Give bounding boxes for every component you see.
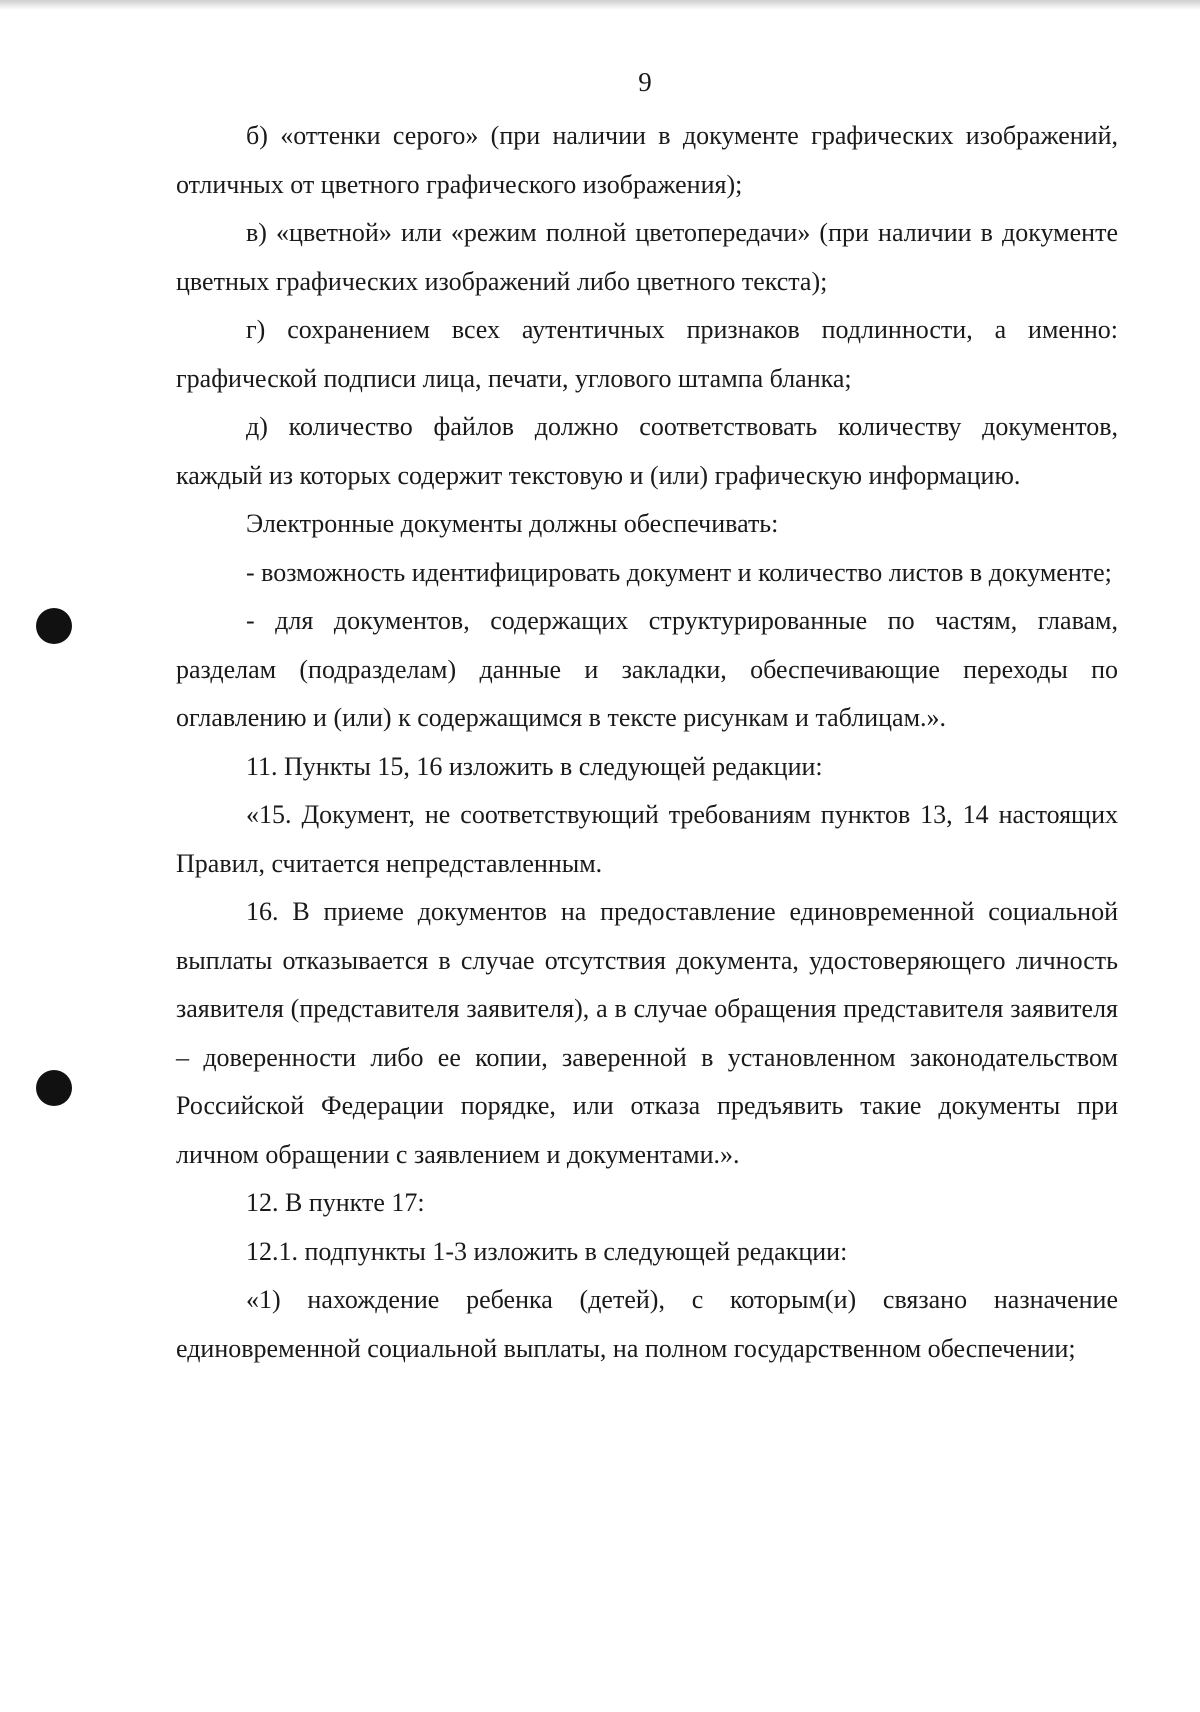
paragraph-item-d: д) количество файлов должно соответствовать количеству документов, каждый из которых содержит текстовую и (или) графическую информацию.: [176, 412, 1118, 490]
punch-hole-mark: [36, 1070, 72, 1106]
paragraph-item-b: б) «оттенки серого» (при наличии в документе графических изображений, отличных от цветного графического изображения);: [176, 121, 1118, 199]
paragraph-point-12-1: 12.1. подпункты 1-3 изложить в следующей редакции:: [246, 1236, 848, 1266]
paragraph-structured-docs: - для документов, содержащих структурированные по частям, главам, разделам (подразделам) данные и закладки, обеспечивающие переходы по оглавлению и (или) к содержащимся в тексте рисункам и таблицам.».: [176, 606, 1118, 732]
paragraph-item-g: г) сохранением всех аутентичных признаков подлинности, а именно: графической подписи лица, печати, углового штампа бланка;: [176, 315, 1118, 393]
paragraph-item-v: в) «цветной» или «режим полной цветопередачи» (при наличии в документе цветных графических изображений либо цветного текста);: [176, 218, 1118, 296]
document-body: [176, 112, 1118, 1373]
paragraph-identify-doc: - возможность идентифицировать документ и количество листов в документе;: [246, 557, 1112, 587]
paragraph-point-11: 11. Пункты 15, 16 изложить в следующей редакции:: [246, 751, 823, 781]
paragraph-point-15: «15. Документ, не соответствующий требованиям пунктов 13, 14 настоящих Правил, считается непредставленным.: [176, 800, 1118, 878]
paragraph-point-16: 16. В приеме документов на предоставление единовременной социальной выплаты отказывается в случае отсутствия документа, удостоверяющего личность заявителя (представителя заявителя), а в случае обращения представителя заявителя – доверенности либо ее копии, заверенной в установленном законодательством Российской Федерации порядке, или отказа предъявить такие документы при личном обращении с заявлением и документами.».: [176, 897, 1118, 1169]
paragraph-point-12: 12. В пункте 17:: [246, 1188, 425, 1217]
scan-top-edge: [0, 0, 1200, 10]
paragraph-electronic-docs: Электронные документы должны обеспечивать:: [246, 509, 779, 538]
paragraph-subpoint-1: «1) нахождение ребенка (детей), с которым(и) связано назначение единовременной социальной выплаты, на полном государственном обеспечении;: [176, 1285, 1118, 1363]
page-number: 9: [638, 67, 652, 97]
punch-hole-mark: [36, 608, 72, 644]
